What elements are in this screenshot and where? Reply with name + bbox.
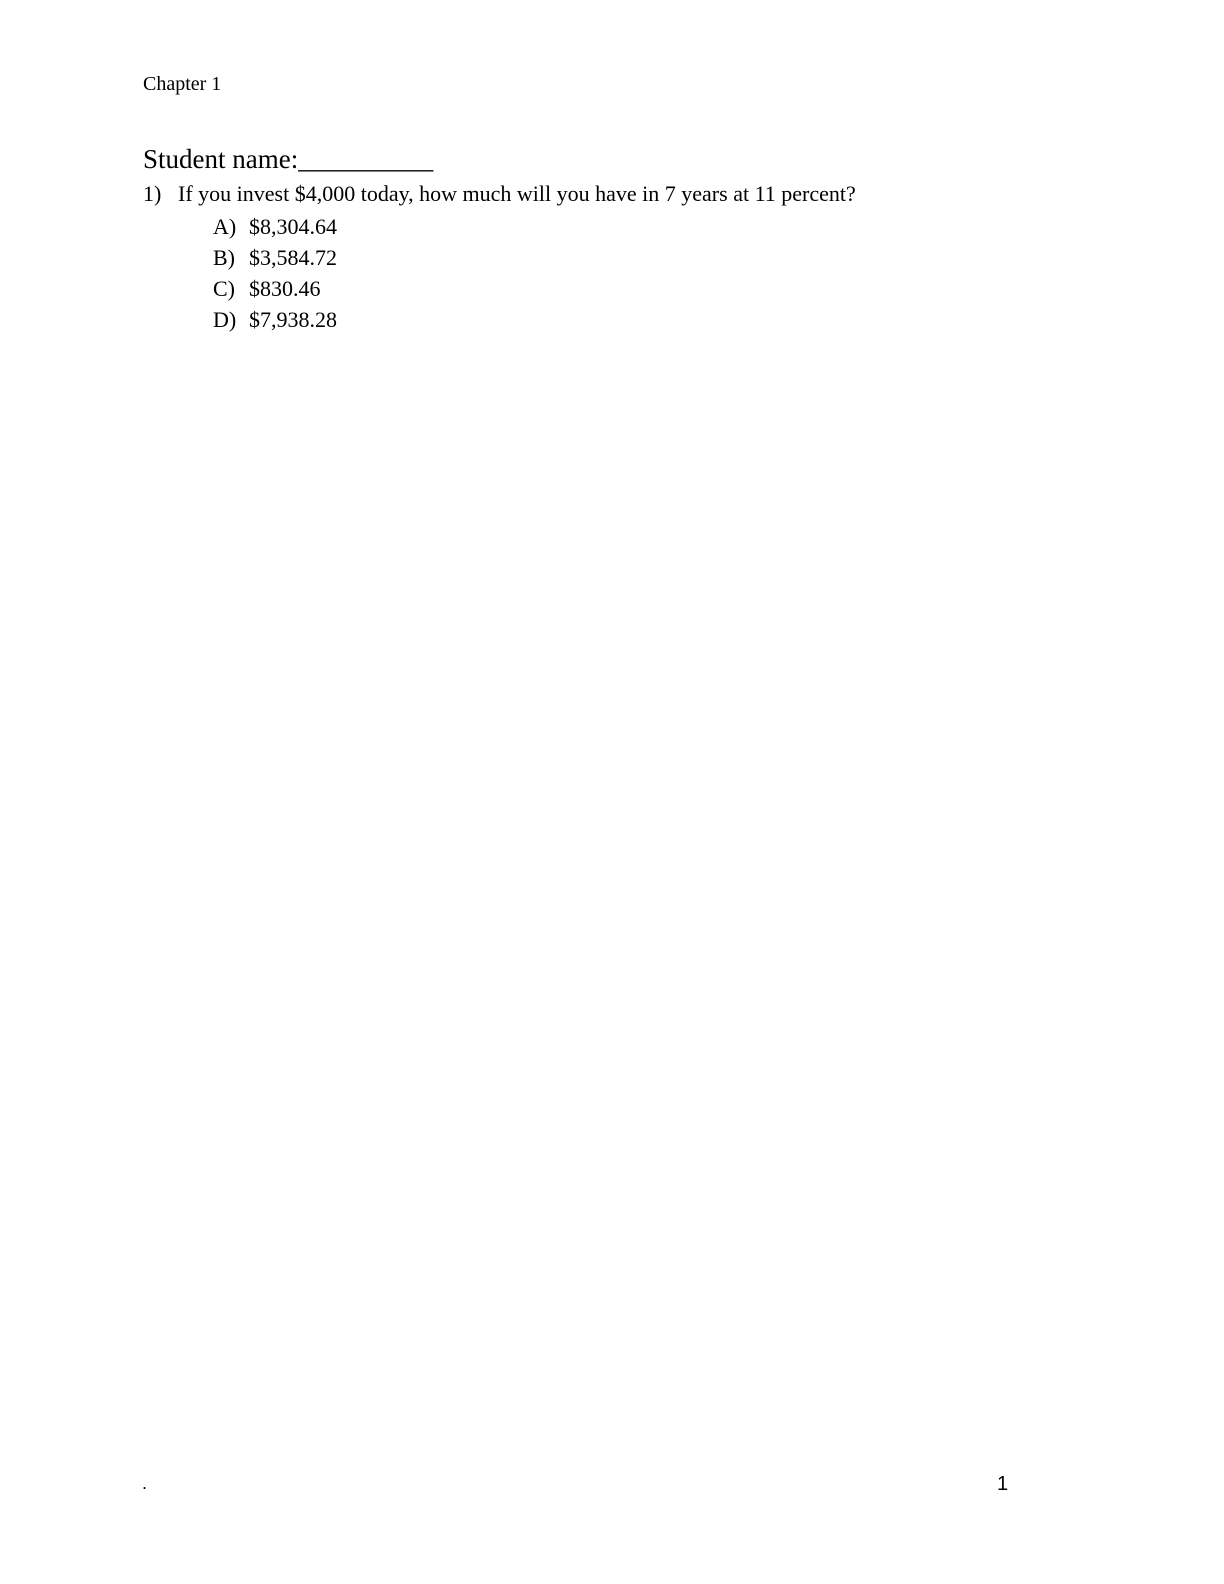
option-value: $7,938.28 [249, 307, 337, 332]
page-number: 1 [997, 1473, 1009, 1495]
option-letter: A) [213, 214, 237, 239]
student-name-label: Student name:__________ [143, 144, 434, 174]
option-letter: C) [213, 276, 235, 301]
option-letter: D) [213, 307, 237, 332]
footer-mark: . [142, 1473, 148, 1493]
question-text: If you invest $4,000 today, how much will you have in 7 years at 11 percent? [178, 181, 856, 206]
option-letter: B) [213, 245, 235, 270]
question-number: 1) [143, 181, 162, 206]
chapter-heading: Chapter 1 [143, 73, 222, 95]
option-value: $830.46 [249, 276, 321, 301]
option-value: $3,584.72 [249, 245, 337, 270]
option-value: $8,304.64 [249, 214, 337, 239]
